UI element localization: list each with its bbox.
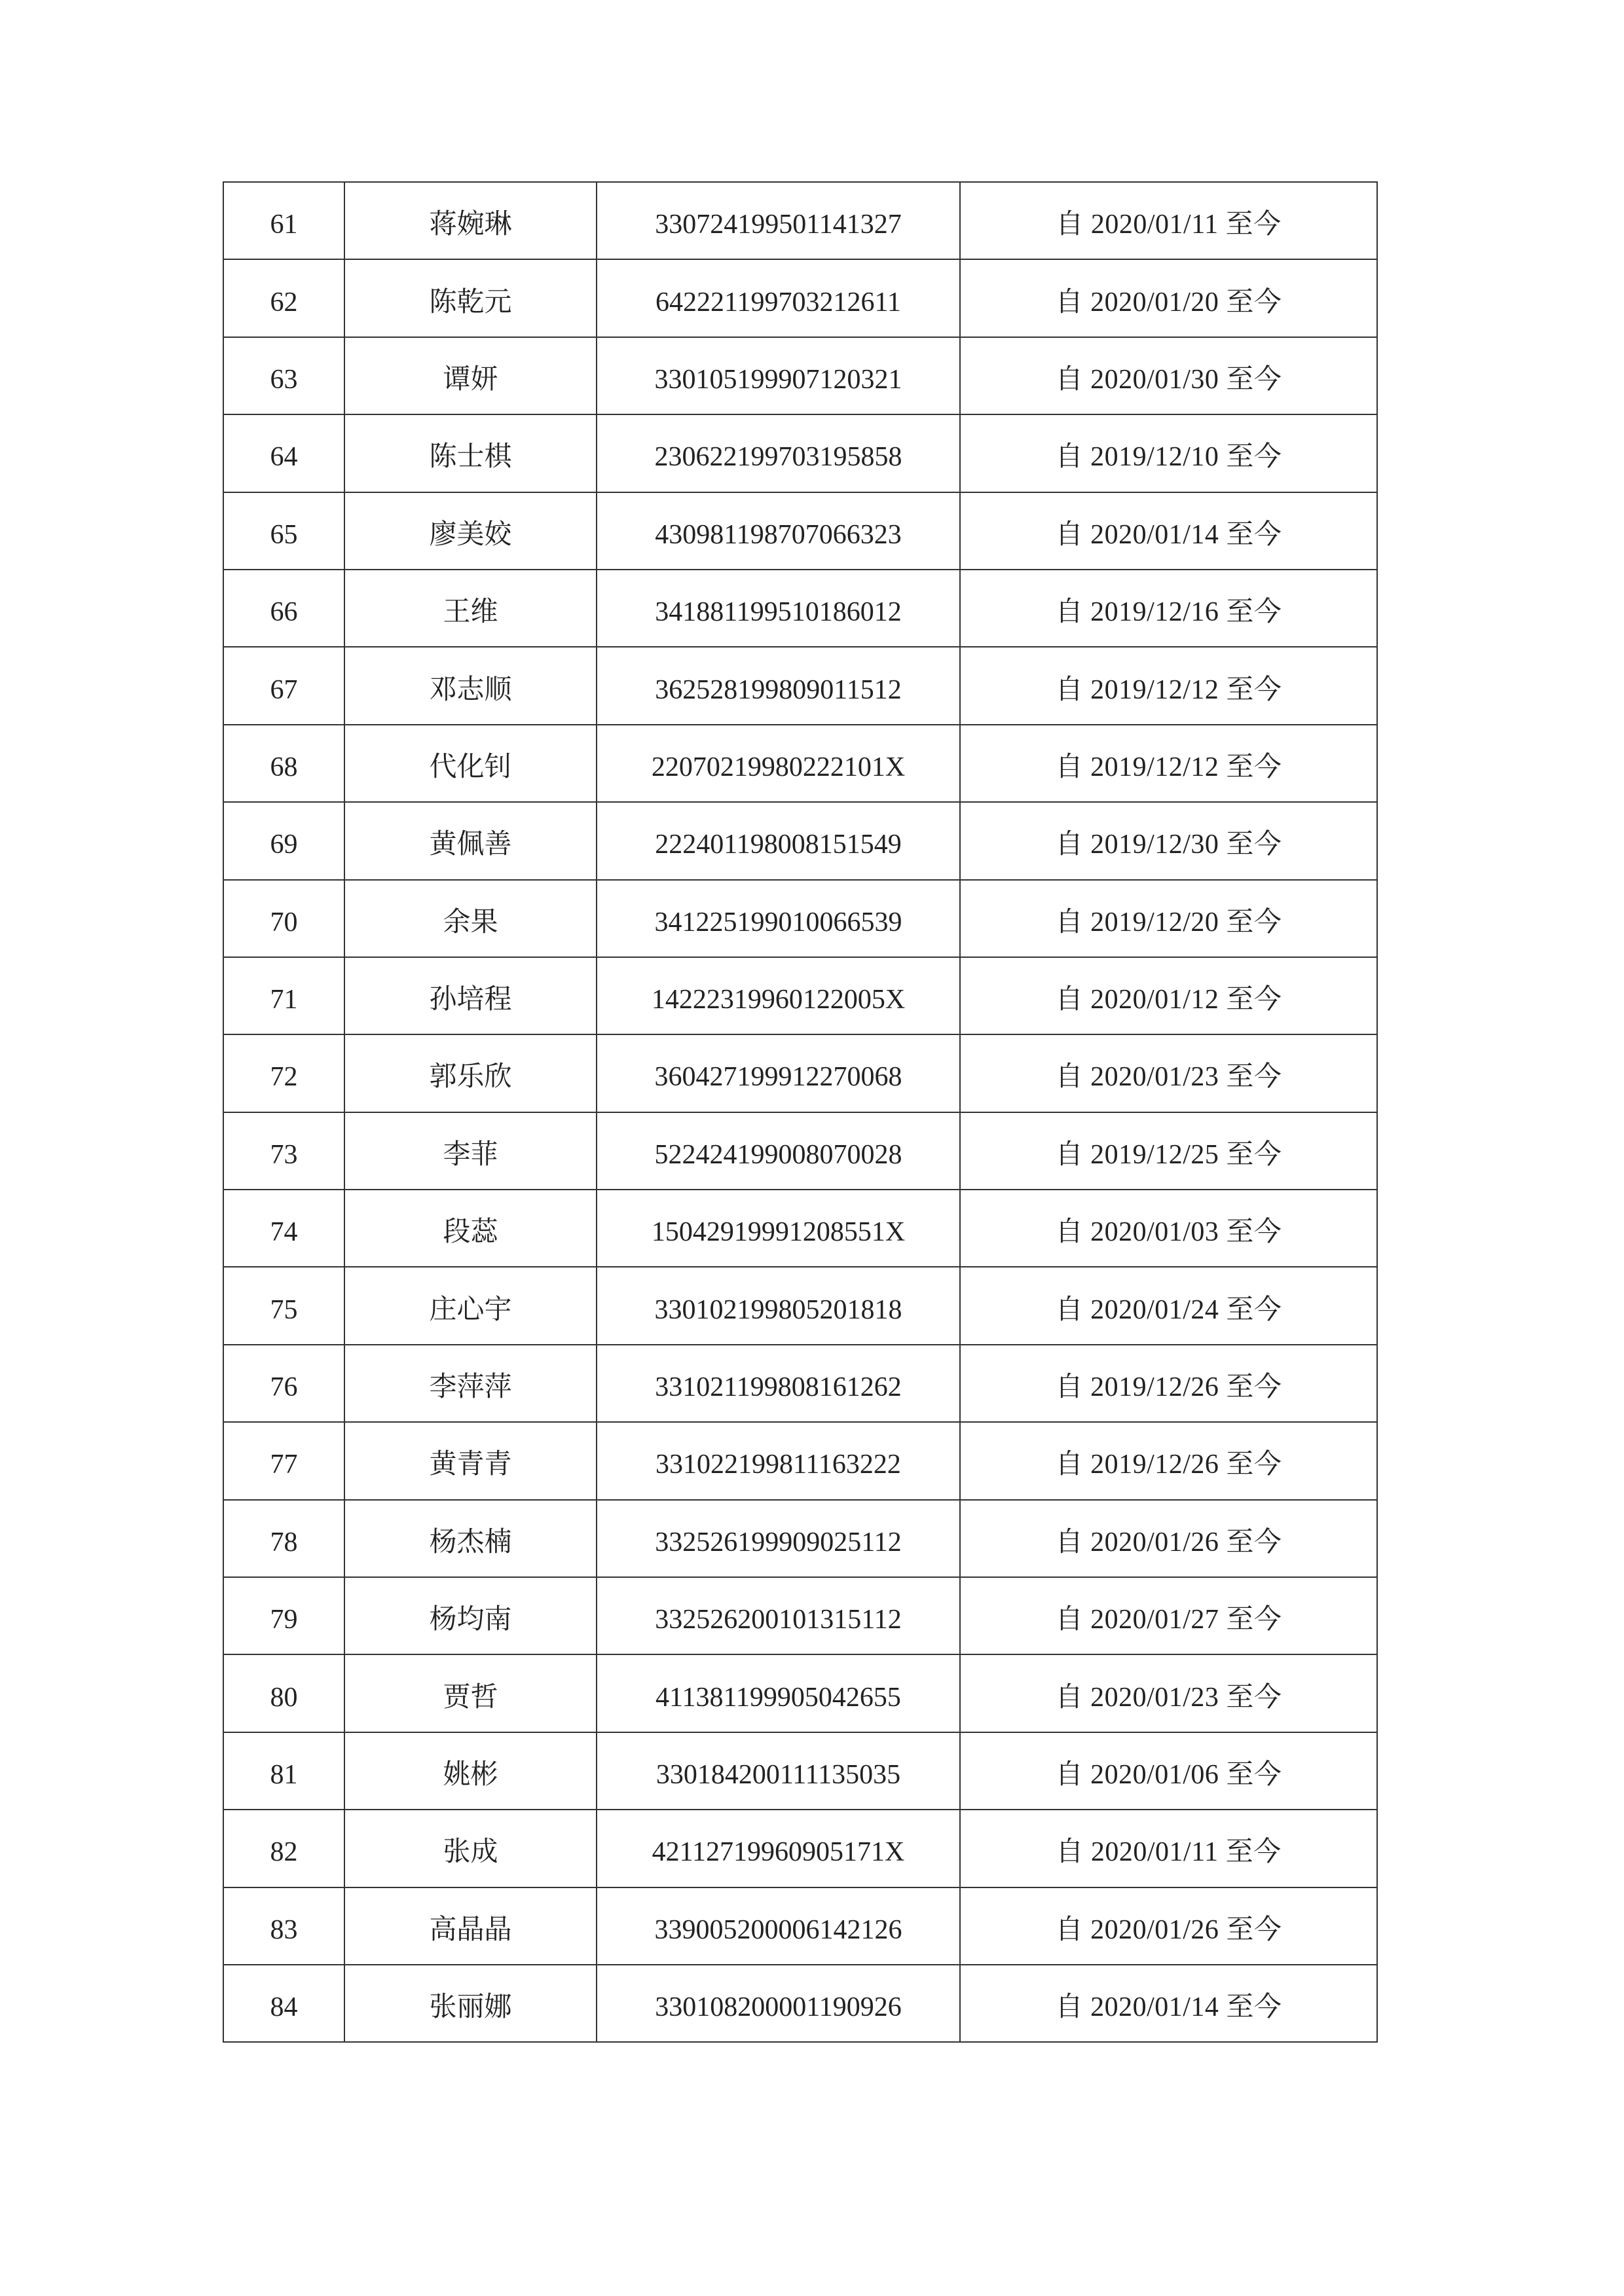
person-name-cell: 杨均南 xyxy=(344,1577,597,1654)
id-number-cell: 330102199805201818 xyxy=(597,1267,960,1344)
person-name-cell: 陈士棋 xyxy=(344,414,597,492)
row-number-cell: 63 xyxy=(223,337,344,414)
person-name-cell: 陈乾元 xyxy=(344,259,597,337)
table-row xyxy=(223,1965,1377,2042)
person-name-cell: 黄佩善 xyxy=(344,802,597,879)
period-cell: 自 2020/01/14 至今 xyxy=(960,1965,1377,2042)
period-cell: 自 2019/12/12 至今 xyxy=(960,647,1377,724)
table-row xyxy=(223,337,1377,414)
person-name-cell: 张成 xyxy=(344,1810,597,1887)
period-cell: 自 2019/12/26 至今 xyxy=(960,1345,1377,1422)
period-cell: 自 2020/01/26 至今 xyxy=(960,1500,1377,1577)
person-name-cell: 孙培程 xyxy=(344,957,597,1034)
person-name-cell: 杨杰楠 xyxy=(344,1500,597,1577)
person-name-cell: 余果 xyxy=(344,880,597,957)
table-row xyxy=(223,1577,1377,1654)
table-row xyxy=(223,957,1377,1034)
id-number-cell: 331021199808161262 xyxy=(597,1345,960,1422)
id-number-cell: 222401198008151549 xyxy=(597,802,960,879)
row-number-cell: 71 xyxy=(223,957,344,1034)
id-number-cell: 430981198707066323 xyxy=(597,492,960,570)
id-number-cell: 330184200111135035 xyxy=(597,1732,960,1810)
table-row xyxy=(223,414,1377,492)
person-name-cell: 庄心宇 xyxy=(344,1267,597,1344)
id-number-cell: 332526200101315112 xyxy=(597,1577,960,1654)
person-name-cell: 姚彬 xyxy=(344,1732,597,1810)
id-number-cell: 42112719960905171X xyxy=(597,1810,960,1887)
row-number-cell: 81 xyxy=(223,1732,344,1810)
roster-table xyxy=(223,181,1378,2043)
table-row xyxy=(223,1654,1377,1732)
period-cell: 自 2020/01/26 至今 xyxy=(960,1887,1377,1965)
person-name-cell: 贾哲 xyxy=(344,1654,597,1732)
person-name-cell: 张丽娜 xyxy=(344,1965,597,2042)
table-row xyxy=(223,1422,1377,1499)
table-row xyxy=(223,1345,1377,1422)
person-name-cell: 李菲 xyxy=(344,1112,597,1190)
table-row xyxy=(223,492,1377,570)
table-row xyxy=(223,259,1377,337)
person-name-cell: 邓志顺 xyxy=(344,647,597,724)
table-row xyxy=(223,1732,1377,1810)
table-row xyxy=(223,1887,1377,1965)
table-row xyxy=(223,570,1377,647)
id-number-cell: 642221199703212611 xyxy=(597,259,960,337)
row-number-cell: 84 xyxy=(223,1965,344,2042)
table-row xyxy=(223,802,1377,879)
row-number-cell: 80 xyxy=(223,1654,344,1732)
row-number-cell: 70 xyxy=(223,880,344,957)
table-row xyxy=(223,647,1377,724)
row-number-cell: 62 xyxy=(223,259,344,337)
id-number-cell: 330724199501141327 xyxy=(597,182,960,259)
id-number-cell: 14222319960122005X xyxy=(597,957,960,1034)
period-cell: 自 2020/01/23 至今 xyxy=(960,1034,1377,1112)
person-name-cell: 段蕊 xyxy=(344,1190,597,1267)
id-number-cell: 360427199912270068 xyxy=(597,1034,960,1112)
period-cell: 自 2020/01/23 至今 xyxy=(960,1654,1377,1732)
table-row xyxy=(223,1112,1377,1190)
period-cell: 自 2020/01/03 至今 xyxy=(960,1190,1377,1267)
row-number-cell: 66 xyxy=(223,570,344,647)
row-number-cell: 65 xyxy=(223,492,344,570)
person-name-cell: 黄青青 xyxy=(344,1422,597,1499)
period-cell: 自 2020/01/06 至今 xyxy=(960,1732,1377,1810)
table-row xyxy=(223,1500,1377,1577)
id-number-cell: 230622199703195858 xyxy=(597,414,960,492)
period-cell: 自 2020/01/12 至今 xyxy=(960,957,1377,1034)
period-cell: 自 2020/01/11 至今 xyxy=(960,1810,1377,1887)
roster-table-body xyxy=(223,182,1377,2042)
period-cell: 自 2020/01/27 至今 xyxy=(960,1577,1377,1654)
person-name-cell: 谭妍 xyxy=(344,337,597,414)
row-number-cell: 78 xyxy=(223,1500,344,1577)
table-row xyxy=(223,1810,1377,1887)
row-number-cell: 72 xyxy=(223,1034,344,1112)
id-number-cell: 341881199510186012 xyxy=(597,570,960,647)
table-row xyxy=(223,182,1377,259)
person-name-cell: 郭乐欣 xyxy=(344,1034,597,1112)
period-cell: 自 2019/12/26 至今 xyxy=(960,1422,1377,1499)
row-number-cell: 69 xyxy=(223,802,344,879)
table-row xyxy=(223,725,1377,802)
row-number-cell: 67 xyxy=(223,647,344,724)
table-row xyxy=(223,880,1377,957)
table-row xyxy=(223,1034,1377,1112)
id-number-cell: 15042919991208551X xyxy=(597,1190,960,1267)
id-number-cell: 341225199010066539 xyxy=(597,880,960,957)
row-number-cell: 64 xyxy=(223,414,344,492)
period-cell: 自 2020/01/24 至今 xyxy=(960,1267,1377,1344)
row-number-cell: 74 xyxy=(223,1190,344,1267)
table-row xyxy=(223,1190,1377,1267)
person-name-cell: 代化钊 xyxy=(344,725,597,802)
row-number-cell: 79 xyxy=(223,1577,344,1654)
period-cell: 自 2019/12/10 至今 xyxy=(960,414,1377,492)
id-number-cell: 411381199905042655 xyxy=(597,1654,960,1732)
id-number-cell: 330105199907120321 xyxy=(597,337,960,414)
period-cell: 自 2019/12/12 至今 xyxy=(960,725,1377,802)
person-name-cell: 高晶晶 xyxy=(344,1887,597,1965)
period-cell: 自 2019/12/20 至今 xyxy=(960,880,1377,957)
row-number-cell: 73 xyxy=(223,1112,344,1190)
row-number-cell: 61 xyxy=(223,182,344,259)
id-number-cell: 522424199008070028 xyxy=(597,1112,960,1190)
person-name-cell: 蒋婉琳 xyxy=(344,182,597,259)
row-number-cell: 75 xyxy=(223,1267,344,1344)
id-number-cell: 339005200006142126 xyxy=(597,1887,960,1965)
id-number-cell: 22070219980222101X xyxy=(597,725,960,802)
row-number-cell: 83 xyxy=(223,1887,344,1965)
row-number-cell: 68 xyxy=(223,725,344,802)
id-number-cell: 362528199809011512 xyxy=(597,647,960,724)
period-cell: 自 2019/12/25 至今 xyxy=(960,1112,1377,1190)
person-name-cell: 王维 xyxy=(344,570,597,647)
person-name-cell: 廖美姣 xyxy=(344,492,597,570)
period-cell: 自 2020/01/14 至今 xyxy=(960,492,1377,570)
period-cell: 自 2020/01/11 至今 xyxy=(960,182,1377,259)
id-number-cell: 332526199909025112 xyxy=(597,1500,960,1577)
id-number-cell: 331022199811163222 xyxy=(597,1422,960,1499)
period-cell: 自 2020/01/20 至今 xyxy=(960,259,1377,337)
period-cell: 自 2019/12/30 至今 xyxy=(960,802,1377,879)
row-number-cell: 76 xyxy=(223,1345,344,1422)
id-number-cell: 330108200001190926 xyxy=(597,1965,960,2042)
period-cell: 自 2020/01/30 至今 xyxy=(960,337,1377,414)
row-number-cell: 82 xyxy=(223,1810,344,1887)
row-number-cell: 77 xyxy=(223,1422,344,1499)
table-row xyxy=(223,1267,1377,1344)
period-cell: 自 2019/12/16 至今 xyxy=(960,570,1377,647)
person-name-cell: 李萍萍 xyxy=(344,1345,597,1422)
